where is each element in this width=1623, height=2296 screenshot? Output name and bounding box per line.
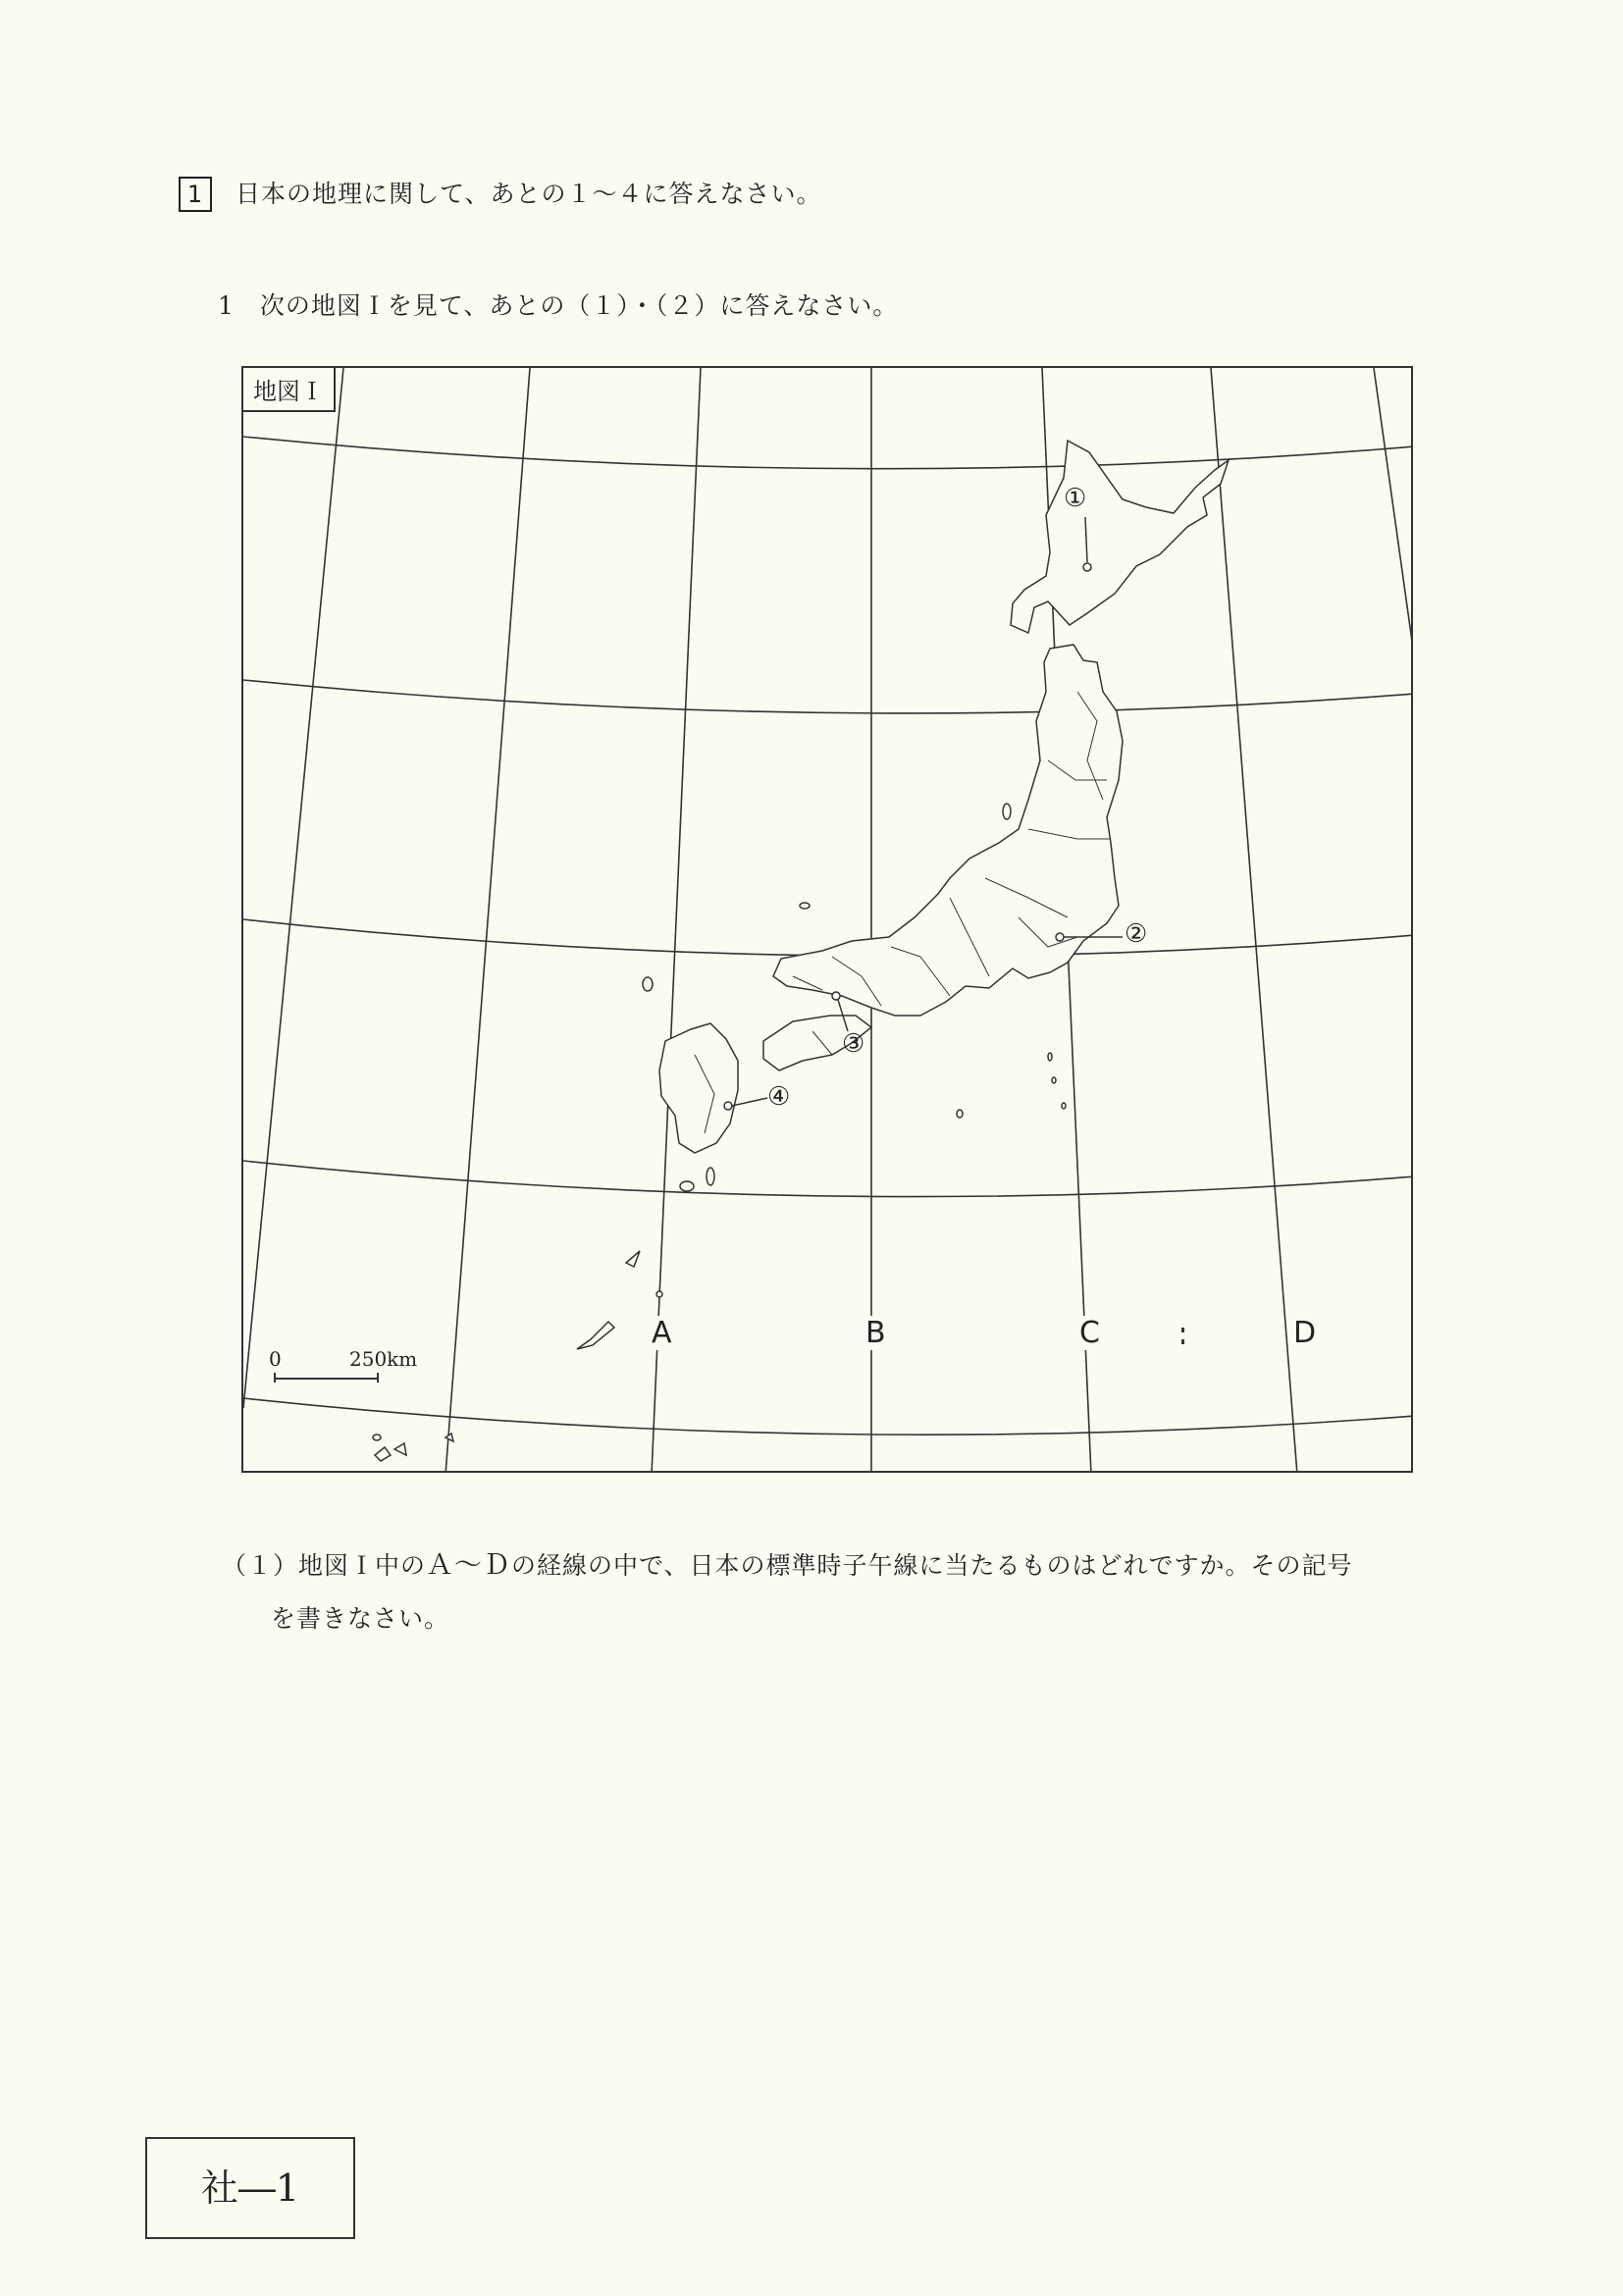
meridian-label-a: A bbox=[648, 1316, 676, 1350]
kyushu-shape bbox=[659, 1023, 738, 1153]
meridian-line bbox=[1211, 368, 1297, 1473]
subquestion-1-continuation: を書きなさい。 bbox=[271, 1604, 450, 1633]
subquestion-1 bbox=[222, 1539, 1458, 1645]
meridian-line bbox=[652, 368, 701, 1473]
subquestion-1-label: （１） bbox=[222, 1551, 299, 1580]
meridian-label-d: D bbox=[1289, 1316, 1320, 1350]
map-title: 地図Ｉ bbox=[243, 368, 336, 412]
page-label: 社―1 bbox=[145, 2137, 355, 2239]
parallel-line bbox=[243, 1161, 1413, 1197]
parallel-line bbox=[243, 437, 1413, 469]
meridian-line bbox=[243, 368, 343, 1408]
question-header bbox=[179, 175, 822, 212]
subquestion-1-label-range: Ａ～Ｄ bbox=[426, 1548, 512, 1581]
parallel-line bbox=[243, 1398, 1413, 1435]
sub-question-text: 次の地図Ｉを見て、あとの（１）・（２）に答えなさい。 bbox=[259, 291, 899, 320]
honshu-shape bbox=[773, 645, 1123, 1016]
map-graticule bbox=[243, 368, 1413, 1473]
location-marker-4: ④ bbox=[767, 1082, 791, 1112]
japan-outline bbox=[373, 441, 1229, 1461]
question-number-box: 1 bbox=[179, 177, 212, 212]
location-marker-3: ③ bbox=[842, 1029, 865, 1059]
sub-question-1 bbox=[218, 287, 898, 322]
meridian-label-b: B bbox=[862, 1316, 890, 1350]
meridian-line bbox=[1374, 368, 1413, 662]
scale-bar bbox=[275, 1373, 378, 1383]
meridian-label-c: C bbox=[1075, 1316, 1104, 1350]
sub-question-number: 1 bbox=[218, 291, 235, 320]
subquestion-1-text-after: の経線の中で、日本の標準時子午線に当たるものはどれですか。その記号 bbox=[511, 1551, 1353, 1580]
meridian-line bbox=[445, 368, 530, 1473]
location-marker-1: ① bbox=[1064, 484, 1087, 513]
map-figure bbox=[241, 366, 1413, 1473]
scale-distance-label: 250km bbox=[349, 1347, 418, 1371]
scale-zero-label: 0 bbox=[269, 1347, 282, 1371]
hokkaido-shape bbox=[1011, 441, 1229, 633]
location-marker-2: ② bbox=[1125, 919, 1148, 949]
subquestion-1-text-before: 地図Ｉ中の bbox=[298, 1551, 427, 1580]
question-intro: 日本の地理に関して、あとの１～４に答えなさい。 bbox=[236, 180, 822, 208]
